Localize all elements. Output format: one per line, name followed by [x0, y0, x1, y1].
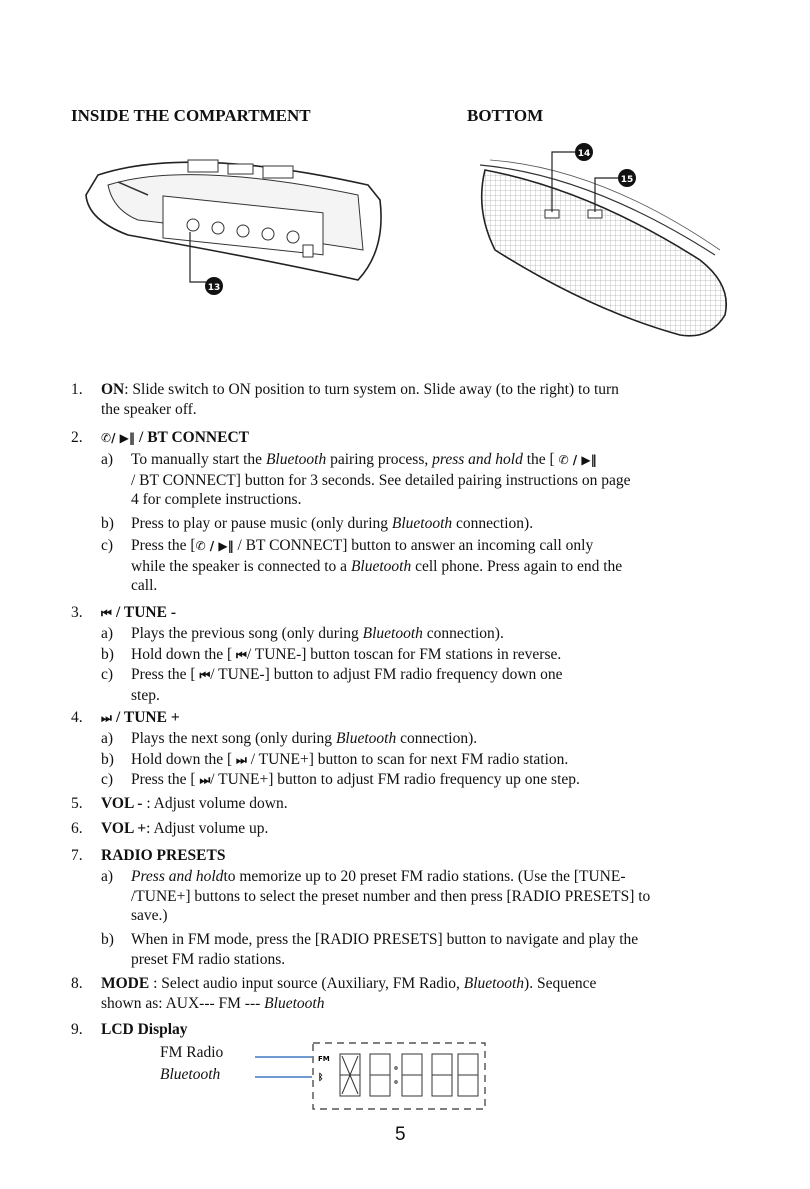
- item-number: 9.: [71, 1021, 83, 1038]
- emph: Bluetooth: [362, 625, 423, 642]
- text: When in FM mode, press the [RADIO PRESETS] button to navigate and play the: [131, 931, 639, 948]
- text: cell phone. Press again to end the: [411, 557, 623, 575]
- text: while the speaker is connected to a: [131, 557, 351, 575]
- item-text: : Select audio input source (Auxiliary, FM Radio,: [149, 975, 464, 992]
- item-text: : Slide switch to ON position to turn system on. Slide away (to the right) to turn: [124, 381, 619, 398]
- fm-indicator: FM: [318, 1055, 330, 1063]
- emph: Bluetooth: [391, 515, 453, 532]
- bottom-illustration: [470, 140, 740, 345]
- item-number: 2.: [71, 429, 83, 446]
- skip-back-icon: ⏮: [236, 648, 247, 662]
- item-number: 1.: [71, 381, 83, 398]
- text: / TUNE+] button to adjust FM radio frequency up one step.: [210, 771, 580, 788]
- skip-forward-icon: ⏭: [199, 773, 211, 787]
- lcd-panel: [250, 1040, 490, 1112]
- skip-forward-icon: ⏭: [101, 711, 116, 725]
- skip-back-icon: ⏮: [101, 606, 116, 620]
- text: the [: [522, 451, 555, 468]
- sub-letter: a): [101, 868, 114, 885]
- sub-letter: a): [101, 730, 114, 747]
- text: Press to play or pause music (only during: [131, 515, 392, 532]
- text: connection).: [422, 625, 504, 642]
- sub-letter: b): [101, 931, 114, 948]
- bluetooth-icon: ᛒ: [318, 1073, 324, 1083]
- emph: Press and hold: [131, 868, 224, 885]
- emph: Bluetooth: [265, 451, 327, 468]
- item-text: : Adjust volume down.: [142, 795, 288, 812]
- text: call.: [131, 577, 158, 594]
- text: Plays the next song (only during: [131, 730, 336, 747]
- text: / TUNE-] button toscan for FM stations in reverse.: [246, 646, 562, 663]
- text: Press the [: [131, 537, 196, 554]
- text: save.): [131, 907, 168, 924]
- emph: Bluetooth: [463, 975, 525, 992]
- text: /TUNE+] buttons to select the preset number and then press [RADIO PRESETS] to: [131, 887, 651, 905]
- item-number: 8.: [71, 975, 83, 992]
- text: connection).: [452, 515, 534, 532]
- vol-plus-label: VOL +: [101, 820, 147, 837]
- sub-letter: b): [101, 751, 114, 768]
- on-label: ON: [101, 381, 125, 398]
- item-text: the speaker off.: [101, 400, 197, 418]
- tune-minus-label: / TUNE -: [115, 604, 176, 621]
- lcd-display-diagram: [160, 1040, 500, 1115]
- lcd-display-label: LCD Display: [101, 1021, 188, 1038]
- bluetooth-label: Bluetooth: [160, 1066, 221, 1083]
- bottom-heading: BOTTOM: [467, 106, 544, 125]
- emph: Bluetooth: [335, 730, 397, 747]
- item-text: shown as: AUX--- FM ---: [101, 994, 265, 1012]
- text: connection).: [396, 730, 478, 747]
- radio-presets-label: RADIO PRESETS: [101, 847, 226, 864]
- mode-label: MODE: [101, 975, 150, 992]
- text: / BT CONNECT] button to answer an incoming call only: [233, 537, 594, 554]
- compartment-illustration: [68, 140, 388, 315]
- item-number: 3.: [71, 604, 83, 621]
- sub-letter: a): [101, 625, 114, 642]
- callout-14: 14: [577, 149, 591, 159]
- text: Plays the previous song (only during: [131, 625, 363, 642]
- sub-letter: c): [101, 666, 114, 683]
- callout-13: 13: [207, 283, 221, 293]
- emph: press and hold: [432, 451, 523, 468]
- play-pause-icon: / ▶‖: [111, 431, 140, 445]
- text: / TUNE+] button to scan for next FM radio station.: [246, 751, 569, 768]
- item-number: 5.: [71, 795, 83, 812]
- item-number: 7.: [71, 847, 83, 864]
- phone-icon: ✆: [101, 431, 112, 445]
- skip-back-icon: ⏮: [199, 668, 211, 682]
- item-text: : Adjust volume up.: [146, 820, 269, 837]
- skip-forward-icon: ⏭: [236, 753, 247, 767]
- text: Hold down the [: [131, 646, 233, 663]
- sub-letter: b): [101, 646, 114, 663]
- text: To manually start the: [131, 451, 266, 468]
- sub-letter: b): [101, 515, 114, 532]
- text: / BT CONNECT] button for 3 seconds. See detailed pairing instructions on page: [131, 471, 631, 489]
- bt-connect-label: / BT CONNECT: [139, 429, 249, 446]
- compartment-heading: INSIDE THE COMPARTMENT: [71, 106, 311, 125]
- text: pairing process,: [326, 451, 433, 468]
- item-number: 6.: [71, 820, 83, 837]
- vol-minus-label: VOL -: [101, 795, 143, 812]
- fm-radio-label: FM Radio: [160, 1044, 224, 1061]
- text: to memorize up to 20 preset FM radio stations. (Use the [TUNE-: [223, 868, 626, 885]
- emph: Bluetooth: [350, 557, 412, 575]
- text: preset FM radio stations.: [131, 950, 286, 968]
- sub-letter: c): [101, 537, 114, 554]
- sub-letter: a): [101, 451, 114, 468]
- text: Press the [: [131, 771, 196, 788]
- phone-icon: ✆ / ▶‖: [558, 453, 597, 467]
- seven-segment-digits: [340, 1054, 478, 1096]
- item-text: ). Sequence: [524, 975, 597, 992]
- tune-plus-label: / TUNE +: [115, 709, 180, 726]
- text: step.: [131, 686, 160, 704]
- callout-15: 15: [620, 175, 634, 185]
- item-number: 4.: [71, 709, 83, 726]
- page-number: 5: [395, 1124, 406, 1145]
- emph: Bluetooth: [264, 994, 325, 1012]
- phone-icon: ✆ / ▶‖: [195, 539, 234, 553]
- text: 4 for complete instructions.: [131, 491, 302, 508]
- text: Press the [: [131, 666, 196, 683]
- text: / TUNE-] button to adjust FM radio frequency down one: [210, 666, 563, 683]
- sub-letter: c): [101, 771, 114, 788]
- text: Hold down the [: [131, 751, 233, 768]
